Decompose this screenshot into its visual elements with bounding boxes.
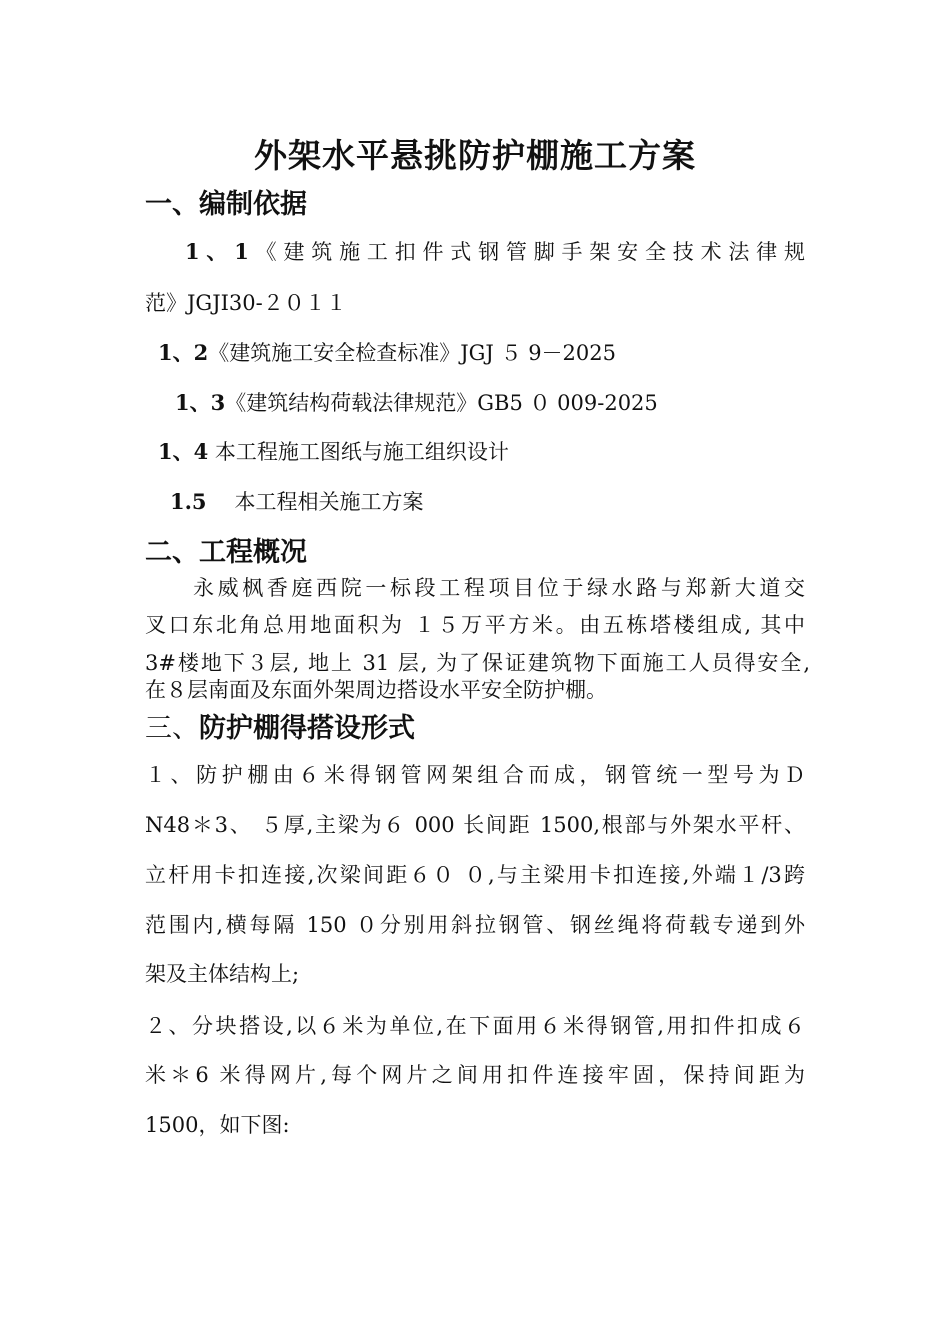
basis-item-3 [175,387,658,417]
basis-item-num: 1、2 [158,340,209,365]
basis-item-text: 本工程施工图纸与施工组织设计 [208,440,509,464]
form-para1-line-2: N48＊3、 ５厚,主梁为６ 000 长间距 1500,根部与外架水平杆、 [145,813,805,837]
basis-item-1-line1 [185,236,805,266]
basis-item-text: 本工程相关施工方案 [234,490,424,514]
section-heading-overview: 二、工程概况 [145,537,307,568]
form-para1-line-4: 范围内,横每隔 150 ０分别用斜拉钢管、钢丝绳将荷载专递到外 [145,913,805,937]
section-heading-basis: 一、编制依据 [145,189,307,220]
section-heading-form [145,706,415,745]
form-para2-line-2: 米＊6 米得网片,每个网片之间用扣件连接牢固，保持间距为 [145,1063,805,1087]
overview-line-2: 叉口东北角总用地面积为 １５万平方米。由五栋塔楼组成, 其中 [145,613,805,637]
basis-item-text: 《建筑施工安全检查标准》JGJ ５ 9－2025 [208,341,617,365]
basis-item-4 [158,436,509,466]
basis-item-num: 1、4 [158,439,209,464]
form-para1-line-3: 立杆用卡扣连接,次梁间距６０ ０,与主梁用卡扣连接,外端１/3跨 [145,863,805,887]
form-para2-line-1: ２、分块搭设,以６米为单位,在下面用６米得钢管,用扣件扣成６ [145,1014,805,1038]
page-title: 外架水平悬挑防护棚施工方案 [254,136,696,175]
section-heading-number: 三、 [145,713,199,744]
form-para1-line-1: １、防护棚由６米得钢管网架组合而成，钢管统一型号为Ｄ [145,763,805,787]
overview-line-3: 3#楼地下３层, 地上 31 层, 为了保证建筑物下面施工人员得安全, [145,651,810,675]
basis-item-num: 1.5 [170,489,207,514]
basis-item-text: 《建筑施工扣件式钢管脚手架安全技术法律规 [248,240,805,264]
overview-line-4: 在８层南面及东面外架周边搭设水平安全防护棚。 [145,678,607,702]
basis-item-num: 1、3 [175,390,226,415]
basis-item-2 [158,337,616,367]
form-para2-line-3: 1500，如下图: [145,1113,290,1137]
basis-item-1-line2: 范》JGJI30-２０１１ [145,291,347,315]
basis-item-num: 1、1 [185,239,249,264]
section-heading-text: 防护棚得搭设形式 [199,713,415,744]
basis-item-5 [170,486,424,516]
overview-line-1: 永威枫香庭西院一标段工程项目位于绿水路与郑新大道交 [193,576,805,600]
form-para1-line-5: 架及主体结构上; [145,962,300,986]
basis-item-text: 《建筑结构荷载法律规范》GB5 ０ 009-2025 [225,391,658,415]
